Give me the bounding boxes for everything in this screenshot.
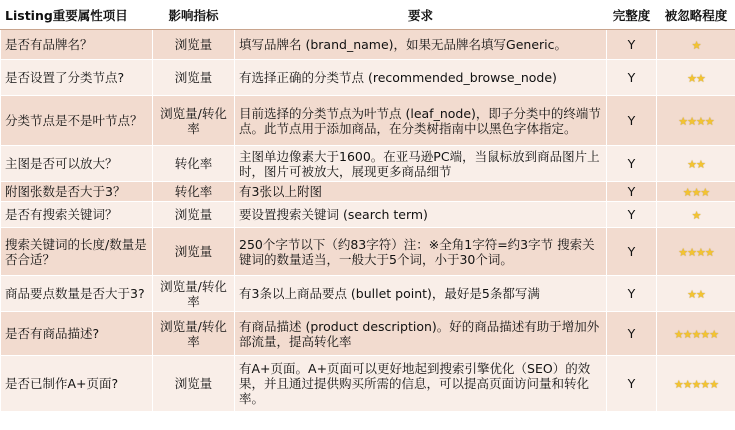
star-rating-icon: ★★	[687, 71, 705, 85]
row-requirement: 要设置搜索关键词 (search term)	[235, 202, 607, 228]
row-metric: 浏览量/转化率	[153, 96, 235, 146]
star-rating-icon: ★★★★	[678, 245, 714, 259]
row-neglect-stars	[657, 276, 735, 312]
row-item: 是否有商品描述?	[1, 312, 153, 356]
row-neglect-stars	[657, 182, 735, 202]
table-row	[1, 312, 735, 356]
row-requirement: 主图单边像素大于1600。在亚马逊PC端，当鼠标放到商品图片上时，图片可被放大，展现更多商品细节	[235, 146, 607, 182]
row-neglect-stars	[657, 202, 735, 228]
table-row	[1, 228, 735, 276]
row-metric: 浏览量	[153, 228, 235, 276]
header-completeness: 完整度	[607, 1, 657, 30]
star-rating-icon: ★	[691, 208, 701, 222]
header-neglect-level: 被忽略程度	[657, 1, 735, 30]
row-item: 搜索关键词的长度/数量是否合适？	[1, 228, 153, 276]
row-completeness: Y	[607, 228, 657, 276]
header-row	[1, 1, 735, 30]
row-metric: 浏览量	[153, 30, 235, 60]
star-rating-icon: ★★	[687, 157, 705, 171]
star-rating-icon: ★★★★★	[673, 377, 719, 391]
row-requirement: 有商品描述 (product description)。好的商品描述有助于增加外部流量，提高转化率	[235, 312, 607, 356]
row-completeness: Y	[607, 60, 657, 96]
header-item: Listing重要属性项目	[1, 1, 153, 30]
row-completeness: Y	[607, 182, 657, 202]
table-row	[1, 202, 735, 228]
row-neglect-stars	[657, 30, 735, 60]
row-item: 主图是否可以放大？	[1, 146, 153, 182]
row-completeness: Y	[607, 202, 657, 228]
row-metric: 浏览量	[153, 202, 235, 228]
table-row	[1, 60, 735, 96]
row-completeness: Y	[607, 96, 657, 146]
row-requirement: 有3张以上附图	[235, 182, 607, 202]
row-metric: 转化率	[153, 182, 235, 202]
row-neglect-stars	[657, 356, 735, 412]
row-neglect-stars	[657, 228, 735, 276]
star-rating-icon: ★★★★★	[673, 327, 719, 341]
row-neglect-stars	[657, 60, 735, 96]
row-item: 是否已制作A+页面?	[1, 356, 153, 412]
row-metric: 转化率	[153, 146, 235, 182]
row-requirement: 有3条以上商品要点 (bullet point)，最好是5条都写满	[235, 276, 607, 312]
row-metric: 浏览量/转化率	[153, 276, 235, 312]
table-row	[1, 146, 735, 182]
row-requirement: 有A+页面。A+页面可以更好地起到搜索引擎优化（SEO）的效果，并且通过提供购买所需的信息，可以提高页面访问量和转化率。	[235, 356, 607, 412]
row-neglect-stars	[657, 96, 735, 146]
row-metric: 浏览量	[153, 60, 235, 96]
table-row	[1, 356, 735, 412]
row-completeness: Y	[607, 356, 657, 412]
row-completeness: Y	[607, 146, 657, 182]
row-completeness: Y	[607, 30, 657, 60]
row-requirement: 目前选择的分类节点为叶节点 (leaf_node)，即子分类中的终端节点。此节点用于添加商品，在分类树指南中以黑色字体指定。	[235, 96, 607, 146]
star-rating-icon: ★	[691, 38, 701, 52]
table-row	[1, 182, 735, 202]
row-item: 商品要点数量是否大于3?	[1, 276, 153, 312]
row-completeness: Y	[607, 276, 657, 312]
star-rating-icon: ★★	[687, 287, 705, 301]
row-completeness: Y	[607, 312, 657, 356]
row-item: 分类节点是不是叶节点？	[1, 96, 153, 146]
row-metric: 浏览量	[153, 356, 235, 412]
row-item: 是否设置了分类节点?	[1, 60, 153, 96]
row-requirement: 填写品牌名 (brand_name)，如果无品牌名填写Generic。	[235, 30, 607, 60]
table-row	[1, 96, 735, 146]
row-item: 是否有搜索关键词？	[1, 202, 153, 228]
row-requirement: 250个字节以下（约83字符）注：※全角1字符=约3字节 搜索关键词的数量适当，一般大于5个词，小于30个词。	[235, 228, 607, 276]
row-metric: 浏览量/转化率	[153, 312, 235, 356]
row-requirement: 有选择正确的分类节点 (recommended_browse_node)	[235, 60, 607, 96]
table-row	[1, 276, 735, 312]
row-item: 附图张数是否大于3？	[1, 182, 153, 202]
header-requirement: 要求	[235, 1, 607, 30]
row-neglect-stars	[657, 312, 735, 356]
star-rating-icon: ★★★	[682, 185, 710, 199]
header-metric: 影响指标	[153, 1, 235, 30]
row-neglect-stars	[657, 146, 735, 182]
row-item: 是否有品牌名？	[1, 30, 153, 60]
star-rating-icon: ★★★★	[678, 114, 714, 128]
table-row	[1, 30, 735, 60]
